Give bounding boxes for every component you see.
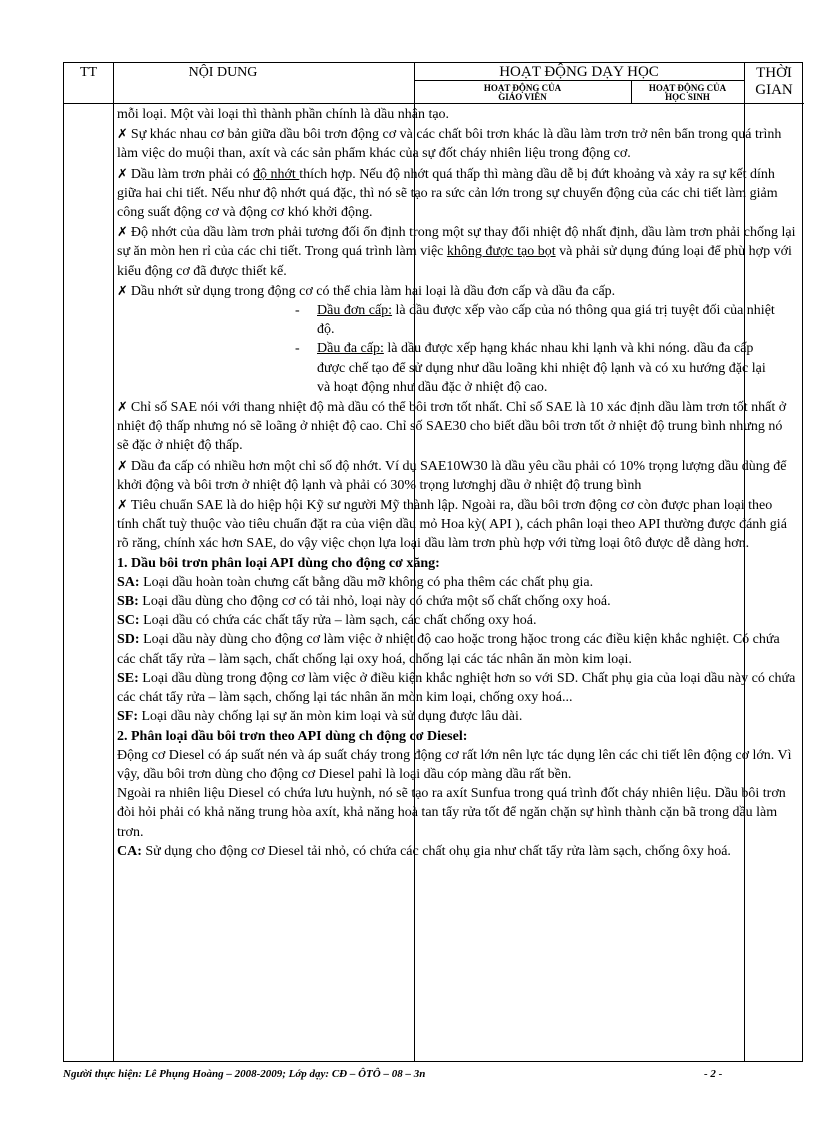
header-thoi: THỜI — [756, 65, 792, 81]
tools-icon: ✗ — [117, 165, 128, 181]
paragraph: ✗ Dầu làm trơn phải có độ nhớt thích hợp. Nếu độ nhớt quá thấp thì màng dầu dễ bị đứt khoảng và xảy ra sự kết dính giữa hai chi tiết. Nếu như độ nhớt quá đặc, thì nó sẽ tạo ra sức cản lớn trong sự chuyển động của các chi tiết làm giảm công suất động cơ và động cơ khó khởi động. — [117, 165, 778, 221]
header-tt: TT — [79, 65, 98, 80]
page-footer — [63, 1068, 803, 1080]
api-item-ca: CA: Sử dụng cho động cơ Diesel tải nhỏ, có chứa các chất ohụ gia như chất tẩy rửa làm sạch, chống ôxy hoá. — [117, 843, 731, 859]
tools-icon: ✗ — [117, 126, 128, 142]
tools-icon: ✗ — [117, 224, 128, 240]
api-item-sd: SD: Loại dầu này dùng cho động cơ làm việc ở nhiệt độ cao hoặc trong hặoc trong các điều kiện khắc nghiệt. Có chứa các chất tẩy rửa – làm sạch, chất chống lại oxy hoá, chống lại các tác nhân ăn mòn kim loại. — [117, 632, 780, 667]
paragraph: ✗ Độ nhớt của dầu làm trơn phải tương đối ổn định trong một sự thay đổi nhiệt độ nhất định, dầu làm trơn phải chống lại sự ăn mòn hen rỉ của các chi tiết. Trong quá trình làm việc không được tạo bọt và phải sử dụng đúng loại để phù hợp với kiểu động cơ đã được thiết kế. — [117, 224, 796, 279]
section-heading: 1. Dầu bôi trơn phân loại API dùng cho động cơ xăng: — [117, 555, 440, 571]
header-giao-vien-line2: GIÁO VIÊN — [498, 92, 547, 102]
list-item: - Dầu đơn cấp: là dầu được xếp vào cấp của nó thông qua giá trị tuyệt đối của nhiệt độ. — [295, 303, 775, 338]
api-item-sa: SA: Loại dầu hoàn toàn chưng cất bằng dầu mỡ không có pha thêm các chất phụ gia. — [117, 574, 594, 590]
tools-icon: ✗ — [117, 282, 128, 298]
paragraph: Ngoài ra nhiên liệu Diesel có chứa lưu huỳnh, nó sẽ tạo ra axít Sunfua trong quá trình đốt cháy nhiên liệu. Dầu bôi trơn đòi hỏi phải có khả năng trung hòa axít, khả năng hoà tan tẩy rửa tốt để ngăn chặn sự hình thành cặn bã trong dầu làm trơn. — [117, 786, 786, 840]
tools-icon: ✗ — [117, 457, 128, 473]
paragraph: ✗ Tiêu chuẩn SAE là do hiệp hội Kỹ sư người Mỹ thành lập. Ngoài ra, dầu bôi trơn động cơ còn được phan loại theo tính chất tuỳ thuộc vào tiêu chuẩn đặt ra của viện dầu mỏ Hoa kỳ( API ), cách phân loại theo API thường được đánh giá rõ răng, chính xác hơn SAE, do vậy việc chọn lựa loại dầu làm trơn phù hợp với từng loại ôtô được dễ dàng hơn. — [117, 497, 787, 552]
api-item-sc: SC: Loại dầu có chứa các chất tẩy rửa – làm sạch, các chất chống oxy hoá. — [117, 613, 537, 629]
header-giao-vien-line1: HOẠT ĐỘNG CỦA — [483, 83, 562, 93]
api-item-sb: SB: Loại dầu dùng cho động cơ có tải nhỏ, loại này có chứa một số chất chống oxy hoá. — [117, 594, 611, 610]
header-hoc-sinh-line1: HOẠT ĐỘNG CỦA — [648, 83, 727, 93]
page-number: - 2 - — [704, 1068, 723, 1080]
column-divider — [113, 63, 114, 1061]
paragraph: ✗ Chỉ số SAE nói với thang nhiệt độ mà dầu có thể bôi trơn tốt nhất. Chỉ số SAE là 10 xác định dầu làm trơn tốt nhất ở nhiệt độ thấp nhưng nó sẽ loãng ở nhiệt độ cao. Chỉ số SAE30 cho biết dầu bôi trơn tốt ở nhiệt độ trung bình nhưng nó sẽ đặc ở nhiệt độ thấp. — [117, 399, 787, 454]
section-heading: 2. Phân loại dầu bôi trơn theo API dùng ch động cơ Diesel: — [117, 728, 468, 744]
header-divider — [64, 103, 804, 104]
list-item: - Dầu đa cấp: là dầu được xếp hạng khác nhau khi lạnh và khi nóng. dầu đa cấp được chế tạo để sử dụng như dầu loãng khi nhiệt độ lạnh và có xu hướng đặc lại và hoạt động như dầu đặc ở nhiệt độ cao. — [295, 341, 766, 395]
tools-icon: ✗ — [117, 399, 128, 415]
footer-author: Người thực hiện: Lê Phụng Hoàng – 2008-2009; Lớp dạy: CĐ – ÔTÔ – 08 – 3n — [63, 1068, 426, 1080]
api-item-se: SE: Loại dầu dùng trong động cơ làm việc ở điều kiện khắc nghiệt hơn so với SD. Chất phụ gia của loại dầu này có chứa các chát tẩy rửa – làm sạch, chống lại tác nhân ăn mòn kim loại, chống oxy hoá... — [117, 670, 796, 706]
header-hoc-sinh-line2: HỌC SINH — [665, 92, 710, 102]
header-gian: GIAN — [755, 82, 793, 98]
paragraph: Động cơ Diesel có áp suất nén và áp suất cháy trong động cơ rất lớn nên lực tác dụng lên các chi tiết lên động cơ lớn. Vì vậy, dầu bôi trơn dùng cho động cơ Diesel pahỉ là loại dầu cóp màng dầu rất bền. — [117, 747, 792, 782]
paragraph: ✗ Dầu đa cấp có nhiều hơn một chỉ số độ nhớt. Ví dụ SAE10W30 là dầu yêu cầu phải có 10% trọng lượng dầu dùng để khởi động và bôi trơn ở nhiệt độ lạnh và phải có 30% trọng lươnghj dầu ở nhiệt độ trung bình — [117, 457, 787, 493]
api-item-sf: SF: Loại dầu này chống lại sự ăn mòn kim loại và sử dụng được lâu dài. — [117, 709, 523, 725]
header-noi-dung: NỘI DUNG — [188, 65, 258, 80]
paragraph: mỗi loại. Một vài loại thì thành phần chính là dầu nhân tạo. — [117, 107, 450, 122]
tools-icon: ✗ — [117, 497, 128, 513]
page-content — [117, 105, 797, 861]
paragraph: ✗ Dầu nhớt sử dụng trong động cơ có thể chia làm hai loại là dầu đơn cấp và dầu đa cấp. — [117, 282, 616, 299]
paragraph: ✗ Sự khác nhau cơ bản giữa dầu bôi trơn động cơ và các chất bôi trơn khác là dầu làm trơn trở nên bẩn trong quá trình làm việc do muội than, axít và các sản phẩm khác của sự đốt cháy nhiên liệu trong động cơ. — [117, 126, 782, 162]
header-hoat-dong: HOẠT ĐỘNG DẠY HỌC — [499, 64, 659, 80]
